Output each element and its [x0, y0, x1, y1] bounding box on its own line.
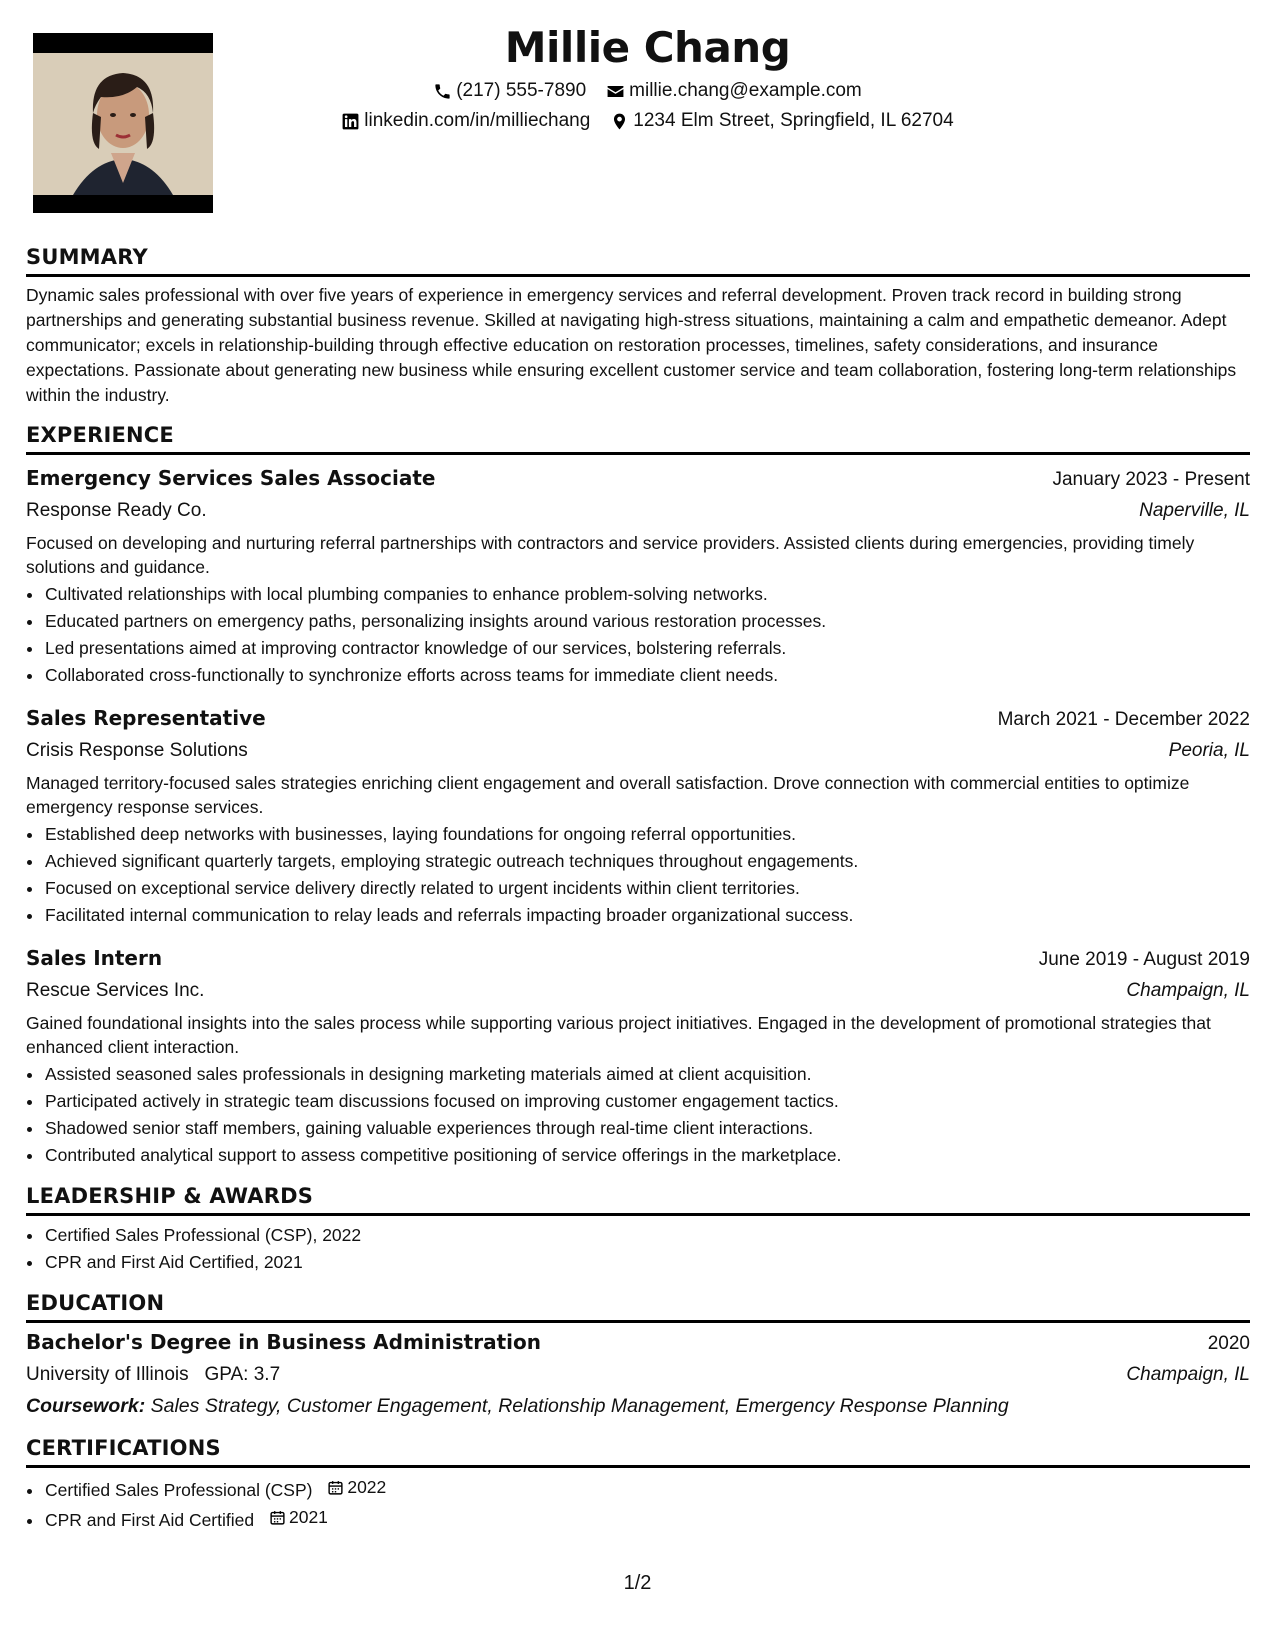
coursework-list: Sales Strategy, Customer Engagement, Relationship Management, Emergency Response Planning	[150, 1395, 1009, 1417]
linkedin-text: linkedin.com/in/milliechang	[364, 110, 591, 131]
section-title-education: EDUCATION	[26, 1290, 1250, 1323]
summary-section	[26, 244, 1250, 408]
contact-row-2	[220, 106, 1075, 136]
email-text: millie.chang@example.com	[629, 80, 862, 101]
school-name: University of Illinois	[26, 1364, 189, 1385]
resume-body	[26, 244, 1250, 1548]
job-company: Crisis Response Solutions	[26, 740, 248, 761]
list-item: • Participated actively in strategic team discussions focused on improving customer engagement tactics.	[44, 1088, 1250, 1115]
education-section	[26, 1290, 1250, 1421]
cert-date	[269, 1504, 328, 1531]
job-location: Peoria, IL	[1168, 740, 1250, 761]
list-item: • CPR and First Aid Certified, 2021	[44, 1249, 1250, 1276]
list-item: • Achieved significant quarterly targets, employing strategic outreach techniques throughout engagements.	[44, 848, 1250, 875]
certifications-list	[26, 1474, 1250, 1534]
phone-text: (217) 555-7890	[456, 80, 587, 101]
job-entry	[26, 463, 1250, 689]
list-item: • Focused on exceptional service delivery directly related to urgent incidents within client territories.	[44, 875, 1250, 902]
address-contact	[610, 106, 953, 136]
list-item: • Established deep networks with businesses, laying foundations for ongoing referral opportunities.	[44, 821, 1250, 848]
calendar-icon	[327, 1479, 344, 1496]
job-entry	[26, 703, 1250, 929]
phone-icon	[433, 82, 452, 101]
cert-name: CPR and First Aid Certified	[45, 1510, 255, 1530]
list-item: • Facilitated internal communication to relay leads and referrals impacting broader organizational success.	[44, 902, 1250, 929]
cert-date	[327, 1474, 386, 1501]
list-item: • Educated partners on emergency paths, personalizing insights around various restoration processes.	[44, 608, 1250, 635]
email-contact[interactable]	[606, 76, 862, 106]
list-item: • Collaborated cross-functionally to synchronize efforts across teams for immediate client needs.	[44, 662, 1250, 689]
job-bullets	[26, 1061, 1250, 1169]
calendar-icon	[269, 1509, 286, 1526]
address-text: 1234 Elm Street, Springfield, IL 62704	[633, 110, 954, 131]
list-item: • Led presentations aimed at improving contractor knowledge of our services, bolstering referrals.	[44, 635, 1250, 662]
coursework-label: Coursework:	[26, 1395, 146, 1417]
list-item	[44, 1474, 1250, 1504]
section-title-summary: SUMMARY	[26, 244, 1250, 277]
job-dates: January 2023 - Present	[1052, 469, 1250, 490]
graduation-year: 2020	[1207, 1333, 1250, 1354]
linkedin-contact[interactable]	[341, 106, 590, 136]
list-item: • Shadowed senior staff members, gaining valuable experiences through real-time client interactions.	[44, 1115, 1250, 1142]
job-location: Naperville, IL	[1139, 500, 1250, 521]
phone-contact	[433, 76, 586, 106]
cert-year: 2022	[347, 1477, 387, 1497]
cert-name: Certified Sales Professional (CSP)	[45, 1480, 313, 1500]
section-title-certifications: CERTIFICATIONS	[26, 1435, 1250, 1468]
list-item: • Cultivated relationships with local plumbing companies to enhance problem-solving networks.	[44, 581, 1250, 608]
list-item: • Contributed analytical support to assess competitive positioning of service offerings in the marketplace.	[44, 1142, 1250, 1169]
job-bullets	[26, 821, 1250, 929]
summary-text: Dynamic sales professional with over five years of experience in emergency services and referral development. Proven track record in building strong partnerships and generating substantial business revenue. Skilled at navigating high-stress situations, maintaining a calm and empathetic demeanor. Adept communicator; excels in relationship-building through effective education on restoration processes, timelines, safety considerations, and insurance expectations. Passionate about generating new business while ensuring excellent customer service and team collaboration, fostering long-term relationships within the industry.	[26, 285, 1237, 405]
contact-row-1	[220, 76, 1075, 106]
gpa: GPA: 3.7	[204, 1364, 281, 1385]
job-company: Rescue Services Inc.	[26, 980, 205, 1001]
cert-year: 2021	[288, 1507, 328, 1527]
page-number: 1/2	[623, 1572, 652, 1594]
section-title-experience: EXPERIENCE	[26, 422, 1250, 455]
job-company: Response Ready Co.	[26, 500, 207, 521]
resume-header	[220, 20, 1075, 136]
job-dates: June 2019 - August 2019	[1038, 949, 1250, 970]
school-location: Champaign, IL	[1126, 1364, 1250, 1385]
job-bullets	[26, 581, 1250, 689]
profile-photo	[33, 33, 213, 213]
job-description: Focused on developing and nurturing referral partnerships with contractors and service providers. Assisted clients during emergencies, providing timely solutions and guidance.	[26, 533, 1195, 577]
job-title: Sales Intern	[26, 946, 163, 970]
map-pin-icon	[610, 112, 629, 131]
job-title: Emergency Services Sales Associate	[26, 466, 436, 490]
coursework	[26, 1391, 1250, 1421]
list-item	[44, 1504, 1250, 1534]
job-description: Gained foundational insights into the sales process while supporting various project initiatives. Engaged in the development of promotional strategies that enhanced client interaction.	[26, 1013, 1211, 1057]
job-entry	[26, 943, 1250, 1169]
job-description: Managed territory-focused sales strategies enriching client engagement and overall satisfaction. Drove connection with commercial entities to optimize emergency response services.	[26, 773, 1190, 817]
job-dates: March 2021 - December 2022	[997, 709, 1250, 730]
leadership-list	[26, 1222, 1250, 1276]
leadership-section	[26, 1183, 1250, 1276]
certifications-section	[26, 1435, 1250, 1534]
list-item: • Assisted seasoned sales professionals in designing marketing materials aimed at client acquisition.	[44, 1061, 1250, 1088]
linkedin-icon	[341, 112, 360, 131]
degree-title: Bachelor's Degree in Business Administration	[26, 1330, 541, 1354]
list-item: • Certified Sales Professional (CSP), 2022	[44, 1222, 1250, 1249]
experience-section	[26, 422, 1250, 1169]
school-info	[26, 1359, 280, 1391]
job-title: Sales Representative	[26, 706, 266, 730]
job-location: Champaign, IL	[1126, 980, 1250, 1001]
section-title-leadership: LEADERSHIP & AWARDS	[26, 1183, 1250, 1216]
envelope-icon	[606, 82, 625, 101]
candidate-name: Millie Chang	[504, 23, 791, 72]
